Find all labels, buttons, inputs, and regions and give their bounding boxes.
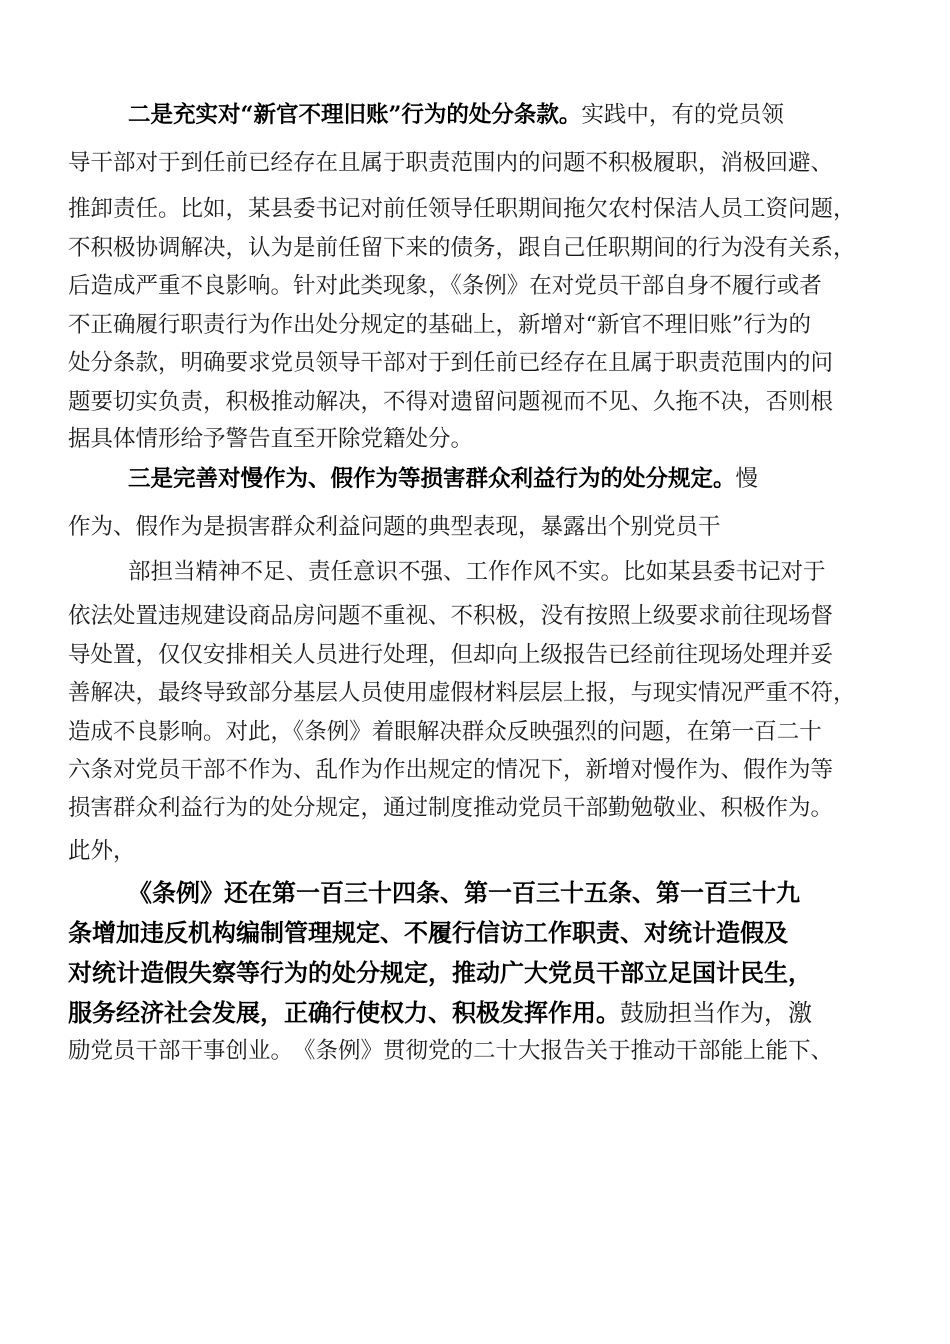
paragraph-2-line-5: 导处置，仅仅安排相关人员进行处理，但却向上级报告已经前往现场处理并妥 xyxy=(68,642,834,668)
paragraph-3-bold-text: 服务经济社会发展，正确行使权力、积极发挥作用。 xyxy=(68,998,620,1027)
paragraph-2-line-1 xyxy=(128,464,758,494)
paragraph-1-text: 实践中，有的党员领 xyxy=(581,102,784,128)
paragraph-3-line-2: 条增加违反机构编制管理规定、不履行信访工作职责、对统计造假及 xyxy=(68,918,788,947)
paragraph-3-line-4 xyxy=(68,998,812,1029)
paragraph-2-line-10: 此外， xyxy=(68,838,136,864)
paragraph-1-line-2: 导干部对于到任前已经存在且属于职责范围内的问题不积极履职，消极回避、 xyxy=(68,150,834,176)
paragraph-1-heading: 二是充实对“新官不理旧账”行为的处分条款。 xyxy=(128,102,582,128)
paragraph-1-line-9: 据具体情形给予警告直至开除党籍处分。 xyxy=(68,426,474,452)
paragraph-3-line-1: 《条例》还在第一百三十四条、第一百三十五条、第一百三十九 xyxy=(128,878,800,907)
paragraph-2-text: 慢 xyxy=(735,466,759,492)
paragraph-2-line-3: 部担当精神不足、责任意识不强、工作作风不实。比如某县委书记对于 xyxy=(128,559,826,585)
paragraph-2-line-7: 造成不良影响。对此，《条例》着眼解决群众反映强烈的问题，在第一百二十 xyxy=(68,719,822,745)
paragraph-2-line-8: 六条对党员干部不作为、乱作为作出规定的情况下，新增对慢作为、假作为等 xyxy=(68,757,834,783)
paragraph-3-tail: 鼓励担当作为，激 xyxy=(620,999,812,1027)
paragraph-2-line-9: 损害群众利益行为的处分规定，通过制度推动党员干部勤勉敬业、积极作为。 xyxy=(68,795,834,821)
paragraph-2-heading: 三是完善对慢作为、假作为等损害群众利益行为的处分规定。 xyxy=(128,466,736,492)
paragraph-1-line-3: 推卸责任。比如，某县委书记对前任领导任职期间拖欠农村保洁人员工资问题， xyxy=(68,196,856,222)
paragraph-1-line-6: 不正确履行职责行为作出处分规定的基础上，新增对“新官不理旧账”行为的 xyxy=(68,312,812,338)
paragraph-1-line-1 xyxy=(128,100,784,130)
paragraph-2-line-4: 依法处置违规建设商品房问题不重视、不积极，没有按照上级要求前往现场督 xyxy=(68,603,834,629)
paragraph-2-line-6: 善解决，最终导致部分基层人员使用虚假材料层层上报，与现实情况严重不符， xyxy=(68,680,856,706)
paragraph-1-line-5: 后造成严重不良影响。针对此类现象，《条例》在对党员干部自身不履行或者 xyxy=(68,273,822,299)
paragraph-3-line-5: 励党员干部干事创业。 《条例》贯彻党的二十大报告关于推动干部能上能下、 xyxy=(68,1038,834,1064)
paragraph-2-line-2: 作为、假作为是损害群众利益问题的典型表现，暴露出个别党员干 xyxy=(68,514,721,540)
paragraph-1-line-7: 处分条款，明确要求党员领导干部对于到任前已经存在且属于职责范围内的问 xyxy=(68,350,834,376)
paragraph-1-line-4: 不积极协调解决，认为是前任留下来的债务，跟自己任职期间的行为没有关系， xyxy=(68,235,856,261)
paragraph-1-line-8: 题要切实负责，积极推动解决，不得对遗留问题视而不见、久拖不决，否则根 xyxy=(68,389,834,415)
paragraph-3-line-3: 对统计造假失察等行为的处分规定，推动广大党员干部立足国计民生， xyxy=(68,958,812,987)
